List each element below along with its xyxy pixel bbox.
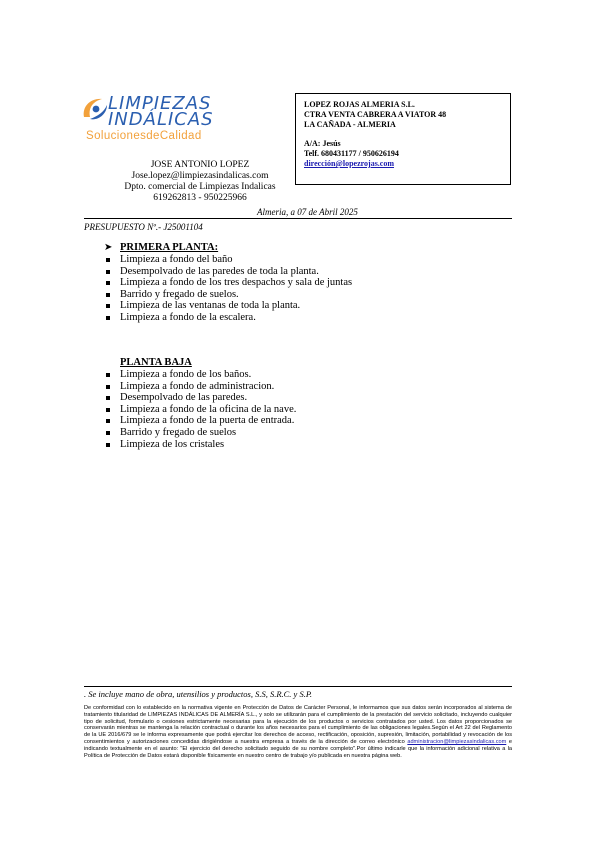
privacy-email-link[interactable]: administracion@limpiezasindalicas.com xyxy=(407,738,507,745)
list-item: Limpieza a fondo de la escalera. xyxy=(105,312,352,324)
includes-note: . Se incluye mano de obra, utensilios y productos, S.S, S.R.C. y S.P. xyxy=(84,689,313,699)
header-divider xyxy=(84,218,512,219)
section-primera-planta xyxy=(105,242,352,324)
list-item: Limpieza de las ventanas de toda la planta. xyxy=(105,300,352,312)
list-item: Limpieza a fondo de la puerta de entrada. xyxy=(105,415,296,427)
list-item: Desempolvado de las paredes. xyxy=(105,392,296,404)
client-company: LOPEZ ROJAS ALMERIA S.L. xyxy=(304,100,415,109)
logo-text-line2: INDÁLICAS xyxy=(108,109,214,130)
logo-text-line1: LIMPIEZAS xyxy=(108,93,212,114)
logo-tagline: SolucionesdeCalidad xyxy=(86,130,202,142)
privacy-text: e indicando textualmente en el asunto: "El ejercicio del derecho solicitado seguido de su nombre completo".Por último indicarle que la información adicional relativa a la Política de Protección de Datos estará disponible físicamente en nuestro centro de trabajo y/o publicada en nuestra página web. xyxy=(84,738,512,759)
task-list xyxy=(105,369,296,450)
client-city: LA CAÑADA - ALMERIA xyxy=(304,120,396,129)
arrow-bullet-icon: ➤ xyxy=(104,242,113,253)
list-item: Limpieza a fondo de los baños. xyxy=(105,369,296,381)
client-attention: A/A: Jesús xyxy=(304,139,341,148)
company-logo xyxy=(80,93,240,148)
section-title: PRIMERA PLANTA: xyxy=(120,242,219,253)
list-item: Limpieza a fondo de administracion. xyxy=(105,381,296,393)
list-item: Desempolvado de las paredes de toda la planta. xyxy=(105,266,352,278)
quote-number: PRESUPUESTO Nº.- J25001104 xyxy=(84,222,203,232)
list-item: Limpieza a fondo del baño xyxy=(105,254,352,266)
client-phone: Telf. 680431177 / 950626194 xyxy=(304,149,399,158)
section-planta-baja xyxy=(105,357,296,450)
sender-email: Jose.lopez@limpiezasindalicas.com xyxy=(131,171,269,181)
list-item: Barrido y fregado de suelos xyxy=(105,427,296,439)
list-item: Limpieza a fondo de la oficina de la nave. xyxy=(105,404,296,416)
client-email-link[interactable]: dirección@lopezrojas.com xyxy=(304,159,395,168)
client-address-box xyxy=(295,93,511,185)
sender-block xyxy=(100,160,300,204)
task-list xyxy=(105,254,352,324)
section-title: PLANTA BAJA xyxy=(120,357,192,368)
footer-divider xyxy=(84,686,512,687)
list-item: Limpieza a fondo de los tres despachos y sala de juntas xyxy=(105,277,352,289)
list-item: Limpieza de los cristales xyxy=(105,439,296,451)
sender-name: JOSE ANTONIO LOPEZ xyxy=(150,160,250,170)
sender-phones: 619262813 - 950225966 xyxy=(153,193,247,203)
privacy-text: De conformidad con lo establecido en la normativa vigente en Protección de Datos de Carácter Personal, le informamos que sus datos serán incorporados al sistema de tratamiento titularidad de LIMPIEZAS INDÁLICAS DE ALMERÍA S.L., y solo se utilizarán para el cumplimiento de la prestación del servicio solicitado, incluyendo cualquier tipo de solicitud, formulario o cesiones estrictamente necesarias para la ejecución de los productos o servicios contratados por usted. Los datos proporcionados se conservarán mientras se mantenga la relación contractual o durante los años necesarios para el cumplimiento de las obligaciones legales.Según el Art 22 del Reglamento de la UE 2016/679 se le informa expresamente que podrá ejercitar los derechos de acceso, rectificación, oposición, supresión, limitación, portabilidad y revocación de los consentimientos y autorizaciones concedidas dirigiéndose a nuestra empresa a través de la dirección de correo electrónico xyxy=(84,705,512,745)
list-item: Barrido y fregado de suelos. xyxy=(105,289,352,301)
privacy-notice xyxy=(84,705,512,759)
logo-swoosh-icon xyxy=(80,95,110,125)
document-date: Almeria, a 07 de Abril 2025 xyxy=(257,207,358,217)
sender-department: Dpto. comercial de Limpiezas Indalicas xyxy=(124,182,276,192)
client-address: CTRA VENTA CABRERA A VIATOR 48 xyxy=(304,110,447,119)
